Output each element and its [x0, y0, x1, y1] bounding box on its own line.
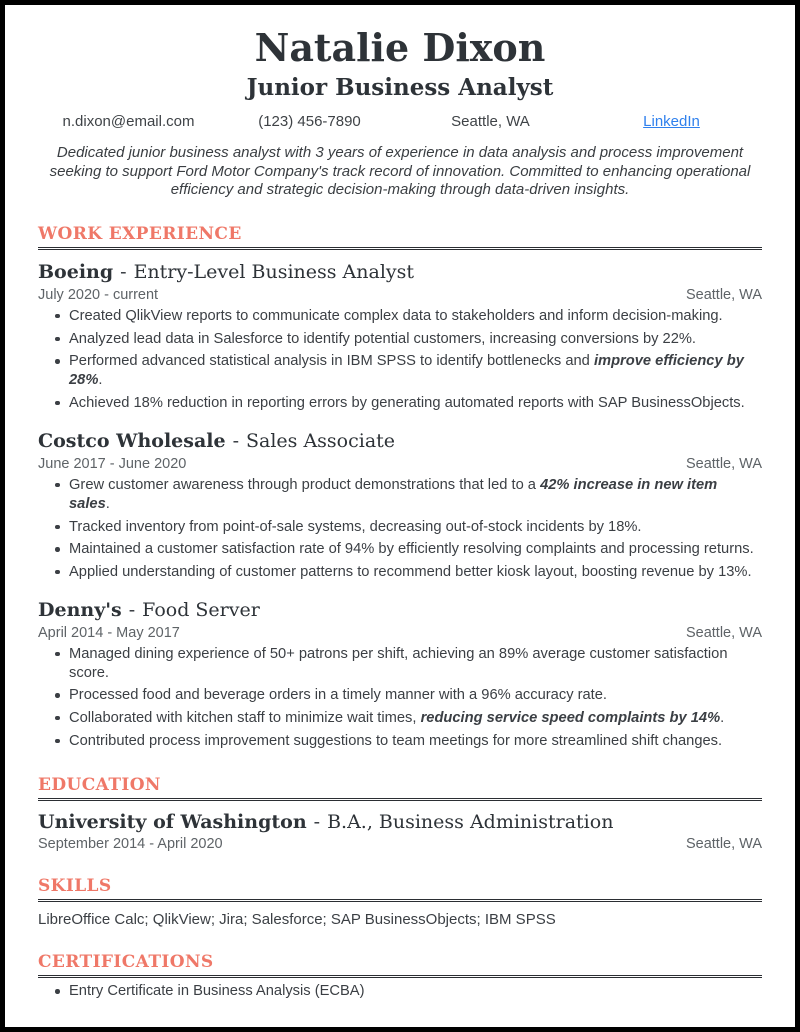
degree-name: B.A., Business Administration [327, 810, 614, 833]
education-meta [38, 836, 762, 852]
bullet-item: Maintained a customer satisfaction rate of 94% by efficiently resolving complaints and processing returns. [69, 540, 762, 559]
contact-location: Seattle, WA [451, 112, 530, 130]
job-heading [38, 261, 762, 285]
job-meta [38, 287, 762, 303]
bullet-list [38, 645, 762, 751]
school-name: University of Washington [38, 810, 307, 833]
job-title: Junior Business Analyst [246, 73, 554, 101]
bullet-item: Grew customer awareness through product demonstrations that led to a 42% increase in new item sales. [69, 476, 762, 514]
job-location: Seattle, WA [685, 286, 762, 303]
job-dates: June 2017 - June 2020 [38, 455, 187, 472]
contact-email: n.dixon@email.com [62, 112, 195, 130]
bullet-item: Collaborated with kitchen staff to minimize wait times, reducing service speed complaints by 14%. [69, 709, 762, 728]
section-title-work-experience: WORK EXPERIENCE [38, 224, 762, 250]
bullet-item: Contributed process improvement suggestions to team meetings for more streamlined shift changes. [69, 732, 762, 751]
role-name: Food Server [142, 598, 260, 621]
bullet-item: Performed advanced statistical analysis in IBM SPSS to identify bottlenecks and improve efficiency by 28%. [69, 352, 762, 390]
bullet-list [38, 476, 762, 582]
skills-list: LibreOffice Calc; QlikView; Jira; Salesforce; SAP BusinessObjects; IBM SPSS [38, 911, 556, 929]
bullet-item: Tracked inventory from point-of-sale systems, decreasing out-of-stock incidents by 18%. [69, 518, 762, 537]
company-name: Costco Wholesale [38, 430, 226, 453]
job-meta [38, 625, 762, 641]
certification-item: Entry Certificate in Business Analysis (ECBA) [69, 982, 762, 1001]
heading-separator: - [128, 598, 136, 621]
section-title-certifications: CERTIFICATIONS [38, 952, 762, 978]
job-entry [38, 261, 762, 413]
contact-phone: (123) 456-7890 [258, 112, 361, 130]
job-dates: April 2014 - May 2017 [38, 624, 180, 641]
role-name: Sales Associate [246, 430, 396, 453]
company-name: Boeing [38, 261, 114, 284]
summary-paragraph: Dedicated junior business analyst with 3 years of experience in data analysis and process improvement seeking to support Ford Motor Company's track record of innovation. Committed to enhancing operational efficiency and strategic decision-making through data-driven insights. [49, 143, 751, 199]
role-name: Entry-Level Business Analyst [133, 261, 415, 284]
job-dates: July 2020 - current [38, 286, 159, 303]
person-name: Natalie Dixon [254, 25, 546, 70]
bullet-item: Analyzed lead data in Salesforce to identify potential customers, increasing conversions by 22%. [69, 330, 762, 349]
certification-list [38, 982, 762, 1001]
education-location: Seattle, WA [685, 836, 762, 853]
heading-separator: - [120, 261, 127, 284]
job-location: Seattle, WA [685, 624, 762, 641]
job-entry [38, 430, 762, 582]
section-title-education: EDUCATION [38, 775, 762, 801]
job-entry [38, 599, 762, 751]
resume-header [38, 27, 762, 200]
job-location: Seattle, WA [685, 455, 762, 472]
heading-separator: - [313, 810, 321, 833]
heading-separator: - [232, 430, 239, 453]
education-entry [38, 811, 762, 853]
bullet-item: Processed food and beverage orders in a timely manner with a 96% accuracy rate. [69, 686, 762, 705]
bullet-item: Applied understanding of customer patterns to recommend better kiosk layout, boosting revenue by 13%. [69, 563, 762, 582]
contact-row [38, 113, 762, 130]
company-name: Denny's [38, 598, 122, 621]
education-heading [38, 811, 762, 835]
education-dates: September 2014 - April 2020 [38, 836, 223, 853]
bullet-item: Created QlikView reports to communicate complex data to stakeholders and inform decision-making. [69, 307, 762, 326]
bullet-item: Managed dining experience of 50+ patrons per shift, achieving an 89% average customer satisfaction score. [69, 645, 762, 683]
section-title-skills: SKILLS [38, 876, 762, 902]
linkedin-link[interactable]: LinkedIn [643, 112, 700, 130]
bullet-list [38, 307, 762, 413]
job-heading [38, 430, 762, 454]
job-meta [38, 456, 762, 472]
job-heading [38, 599, 762, 623]
bullet-item: Achieved 18% reduction in reporting errors by generating automated reports with SAP BusinessObjects. [69, 394, 762, 413]
